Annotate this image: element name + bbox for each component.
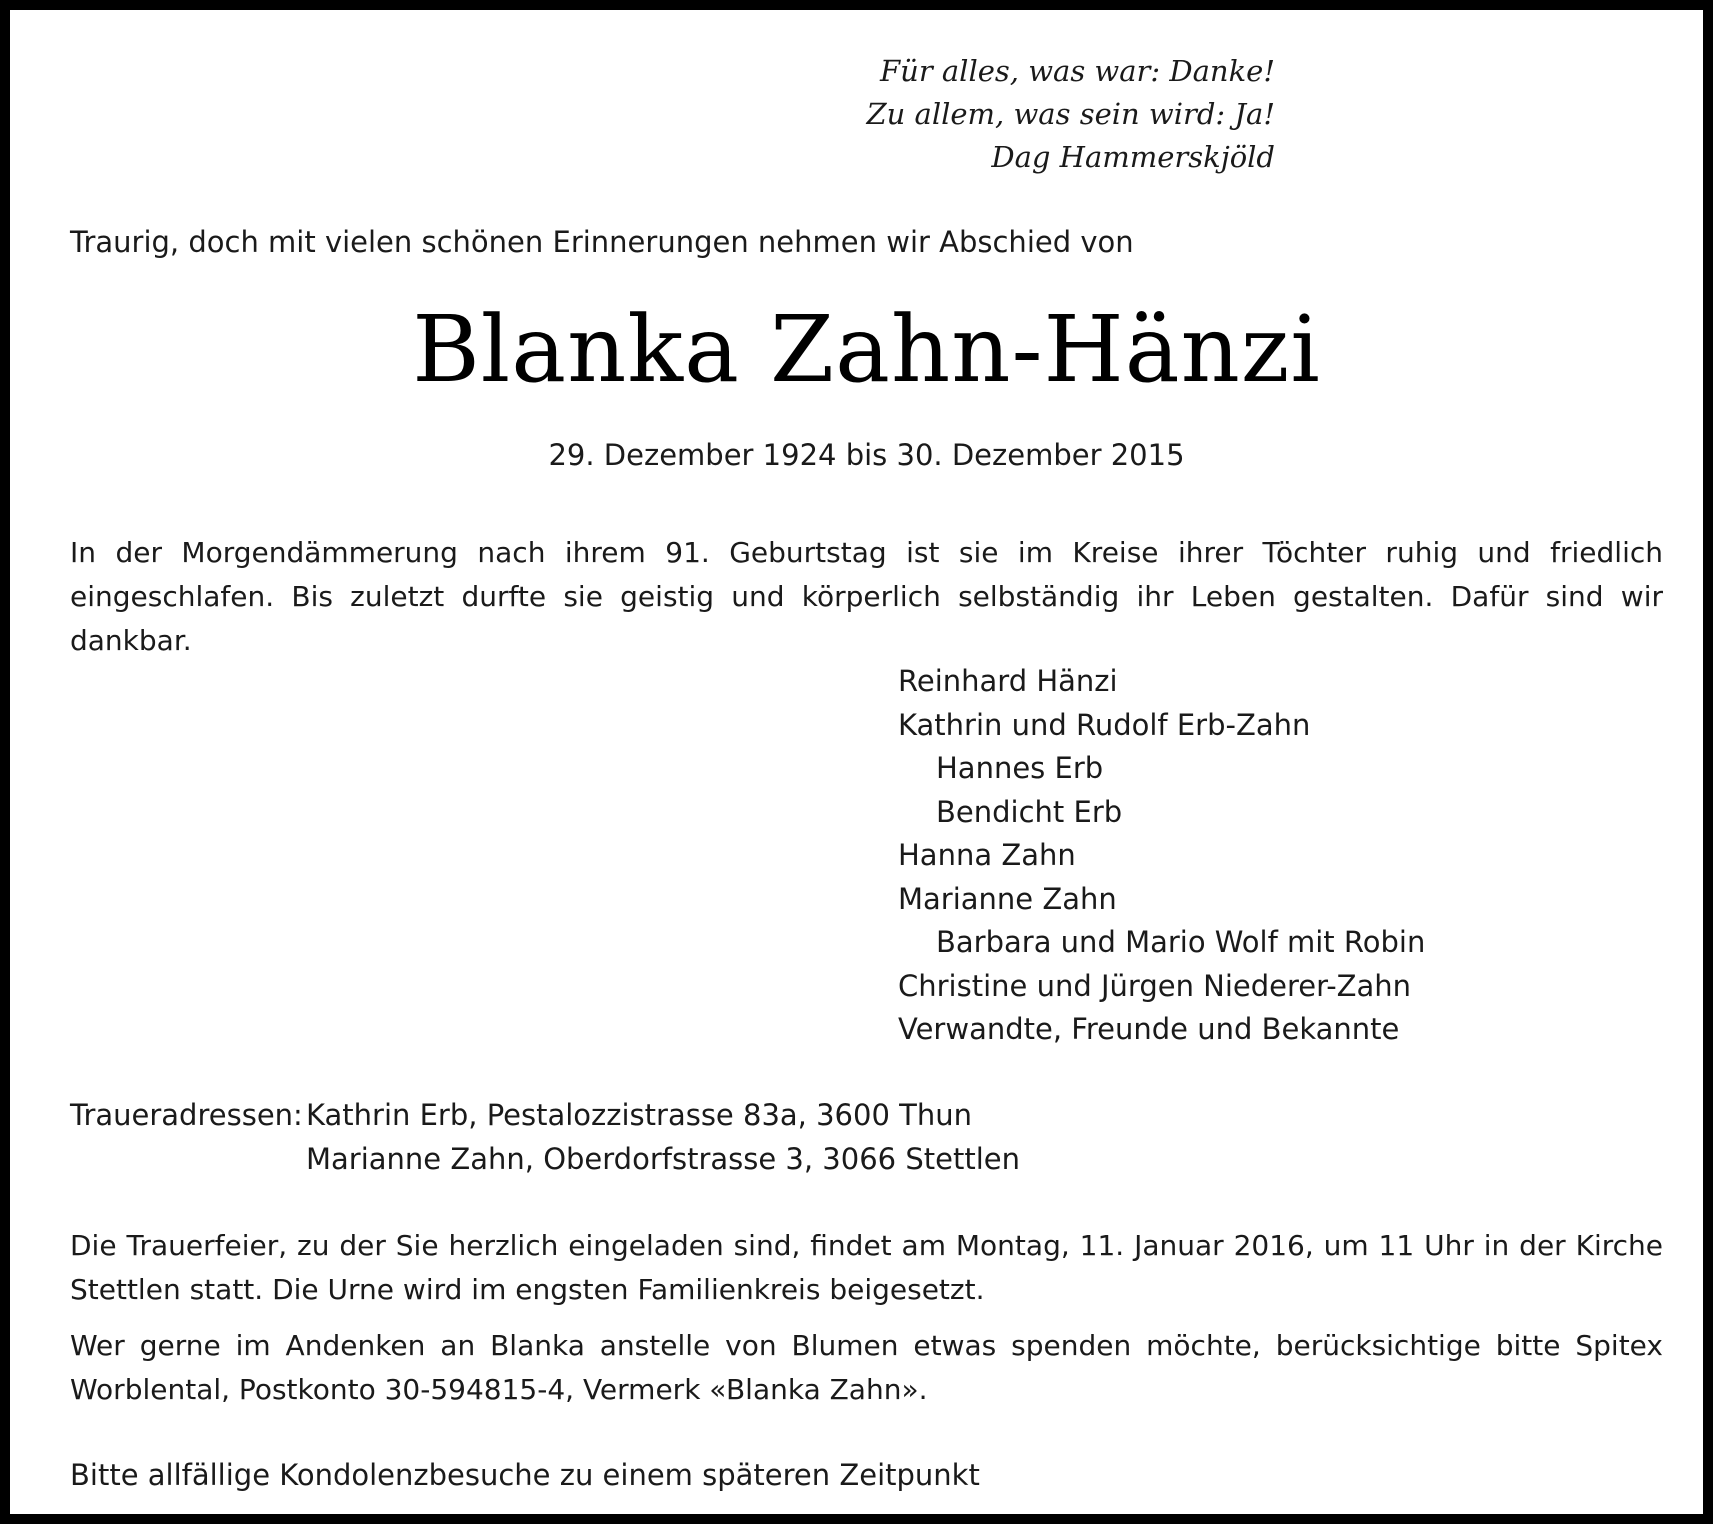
mourner-name: Kathrin und Rudolf Erb-Zahn [898, 707, 1311, 742]
epigraph-quote [790, 50, 1275, 179]
mourner-name: Hanna Zahn [898, 838, 1076, 872]
mourner-name: Barbara und Mario Wolf mit Robin [936, 925, 1426, 959]
address-line: Marianne Zahn, Oberdorfstrasse 3, 3066 Stettlen [306, 1142, 1020, 1176]
mourning-addresses [70, 1093, 1020, 1181]
deceased-name: Blanka Zahn-Hänzi [412, 296, 1321, 403]
life-dates: 29. Dezember 1924 bis 30. Dezember 2015 [548, 438, 1185, 472]
mourner-name: Hannes Erb [936, 751, 1104, 785]
mourner-name: Verwandte, Freunde und Bekannte [898, 1012, 1400, 1046]
address-line: Kathrin Erb, Pestalozzistrasse 83a, 3600 Thun [306, 1098, 972, 1132]
quote-line: Für alles, was war: Danke! [880, 54, 1275, 88]
mourner-name: Reinhard Hänzi [898, 664, 1118, 698]
addresses-label: Traueradressen: [70, 1098, 303, 1132]
mourner-name: Bendicht Erb [936, 794, 1123, 829]
passing-paragraph: In der Morgendämmerung nach ihrem 91. Geburtstag ist sie im Kreise ihrer Töchter ruhig und friedlich eingeschlafen. Bis zuletzt durfte sie geistig und körperlich selbständig ihr Leben gestalten. Dafür sind wir dankbar. [70, 536, 1663, 657]
closing-note: Bitte allfällige Kondolenzbesuche zu einem späteren Zeitpunkt [70, 1458, 980, 1492]
quote-line: Zu allem, was sein wird: Ja! [866, 97, 1275, 131]
mourners-list [898, 660, 1425, 1052]
donation-paragraph: Wer gerne im Andenken an Blanka anstelle von Blumen etwas spenden möchte, berücksichtige bitte Spitex Worblental, Postkonto 30-594815-4, Vermerk «Blanka Zahn». [70, 1329, 1663, 1406]
mourner-name: Marianne Zahn [898, 881, 1117, 916]
intro-text: Traurig, doch mit vielen schönen Erinnerungen nehmen wir Abschied von [70, 225, 1134, 259]
quote-author: Dag Hammerskjöld [991, 140, 1275, 174]
mourner-name: Christine und Jürgen Niederer-Zahn [898, 968, 1412, 1003]
ceremony-paragraph: Die Trauerfeier, zu der Sie herzlich eingeladen sind, findet am Montag, 11. Januar 2016, um 11 Uhr in der Kirche Stettlen statt. Die Urne wird im engsten Familienkreis beigesetzt. [70, 1229, 1663, 1306]
